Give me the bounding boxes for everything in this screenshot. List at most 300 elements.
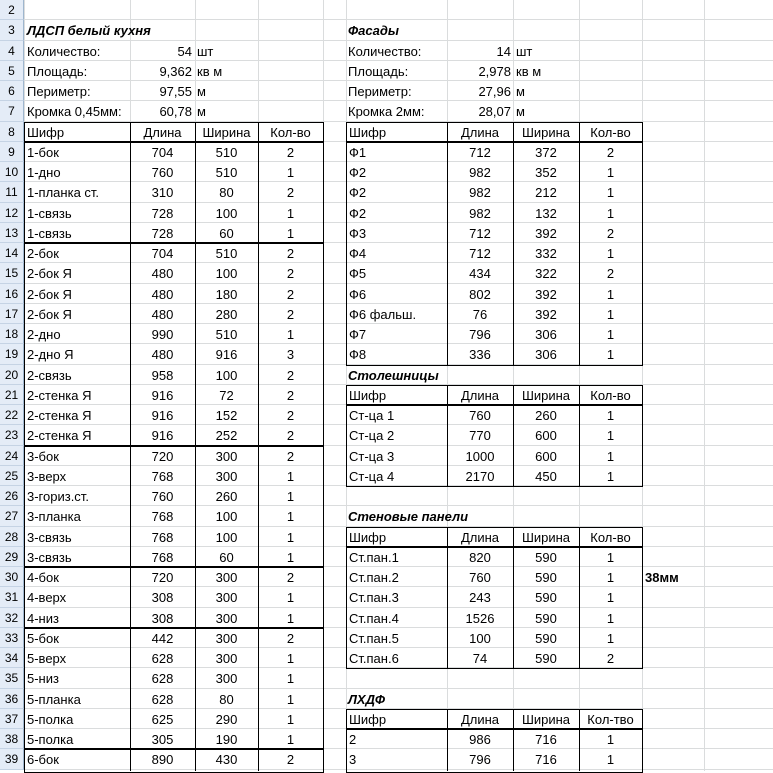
summary-unit: м	[516, 82, 576, 102]
table-cell: 1	[582, 548, 639, 568]
column-header: Длина	[450, 123, 510, 143]
table-cell: 2-бок Я	[27, 285, 127, 305]
row-header[interactable]: 36	[0, 689, 24, 709]
row-header[interactable]: 27	[0, 506, 24, 526]
row-header[interactable]: 8	[0, 122, 24, 142]
table-cell: 480	[133, 285, 192, 305]
table-cell: 100	[198, 528, 255, 548]
table-cell: 628	[133, 649, 192, 669]
table-cell: 1	[261, 730, 320, 750]
table-cell: 720	[133, 568, 192, 588]
row-header[interactable]: 18	[0, 324, 24, 344]
table-cell: 916	[198, 345, 255, 365]
table-cell: 2	[261, 750, 320, 770]
table-cell: Ф6	[349, 285, 444, 305]
table-cell: 916	[133, 406, 192, 426]
table-cell: Ф4	[349, 244, 444, 264]
table-cell: 2	[261, 143, 320, 163]
table-cell: 3-гориз.ст.	[27, 487, 127, 507]
table-cell: 728	[133, 204, 192, 224]
table-cell: 5-полка	[27, 710, 127, 730]
table-cell: 5-бок	[27, 629, 127, 649]
table-cell: 2	[261, 426, 320, 446]
table-cell: 1	[582, 285, 639, 305]
row-header[interactable]: 4	[0, 41, 24, 61]
table-cell: 3	[261, 345, 320, 365]
column-header: Длина	[450, 386, 510, 406]
summary-value: 14	[447, 42, 511, 62]
table-cell: 2	[261, 264, 320, 284]
column-header: Шифр	[349, 528, 444, 548]
table-cell: Ст.пан.5	[349, 629, 444, 649]
table-cell: 1	[261, 204, 320, 224]
table-cell: 480	[133, 305, 192, 325]
table-cell: 430	[198, 750, 255, 770]
table-cell: 2-дно Я	[27, 345, 127, 365]
summary-value: 97,55	[130, 82, 192, 102]
row-header[interactable]: 6	[0, 81, 24, 101]
table-cell: 2	[261, 406, 320, 426]
table-cell: 190	[198, 730, 255, 750]
table-cell: 768	[133, 548, 192, 568]
table-cell: 1	[582, 183, 639, 203]
table-cell: 352	[516, 163, 576, 183]
table-cell: 1	[582, 345, 639, 365]
column-header: Ширина	[516, 123, 576, 143]
table-cell: 1	[582, 426, 639, 446]
summary-unit: кв м	[197, 62, 257, 82]
table-cell: 2-стенка Я	[27, 406, 127, 426]
table-cell: 802	[450, 285, 510, 305]
column-header: Кол-во	[582, 386, 639, 406]
table-cell: 322	[516, 264, 576, 284]
row-header[interactable]: 28	[0, 527, 24, 547]
column-header: Кол-во	[582, 528, 639, 548]
row-header[interactable]: 14	[0, 243, 24, 263]
table-cell: 100	[198, 366, 255, 386]
column-header: Длина	[450, 710, 510, 730]
table-cell: 510	[198, 325, 255, 345]
table-cell: 1	[261, 690, 320, 710]
table-cell: 625	[133, 710, 192, 730]
table-cell: 1	[582, 568, 639, 588]
row-header[interactable]: 23	[0, 425, 24, 445]
table-cell: 1	[582, 447, 639, 467]
table-cell: 2	[582, 264, 639, 284]
row-header[interactable]: 29	[0, 547, 24, 567]
table-cell: 796	[450, 325, 510, 345]
table-cell: 300	[198, 669, 255, 689]
row-header[interactable]: 5	[0, 61, 24, 81]
row-header[interactable]: 31	[0, 587, 24, 607]
table-column-border	[447, 527, 448, 669]
table-cell: Ст.пан.1	[349, 548, 444, 568]
row-header[interactable]: 35	[0, 668, 24, 688]
column-header: Кол-тво	[582, 710, 639, 730]
table-cell: 2-бок Я	[27, 305, 127, 325]
table-cell: 1	[582, 163, 639, 183]
table-cell: 1	[261, 507, 320, 527]
table-cell: Ст-ца 3	[349, 447, 444, 467]
column-header: Ширина	[516, 528, 576, 548]
table-cell: 392	[516, 224, 576, 244]
table-cell: Ф5	[349, 264, 444, 284]
table-cell: 3-верх	[27, 467, 127, 487]
table-cell: Ст.пан.3	[349, 588, 444, 608]
row-header[interactable]: 11	[0, 182, 24, 202]
table-cell: 1526	[450, 609, 510, 629]
row-header[interactable]: 3	[0, 20, 24, 40]
summary-label: Кромка 0,45мм:	[27, 102, 147, 122]
row-header[interactable]: 34	[0, 648, 24, 668]
table-cell: 2	[261, 447, 320, 467]
table-cell: 300	[198, 609, 255, 629]
table-cell: 1	[261, 163, 320, 183]
summary-value: 2,978	[447, 62, 511, 82]
table-column-border	[447, 709, 448, 771]
column-header: Ширина	[516, 386, 576, 406]
table-cell: 712	[450, 244, 510, 264]
table-cell: Ф2	[349, 163, 444, 183]
summary-unit: кв м	[516, 62, 576, 82]
table-cell: 152	[198, 406, 255, 426]
table-cell: 958	[133, 366, 192, 386]
table-cell: 74	[450, 649, 510, 669]
table-cell: 76	[450, 305, 510, 325]
table-cell: 4-низ	[27, 609, 127, 629]
table-cell: 1000	[450, 447, 510, 467]
table-cell: 2-бок Я	[27, 264, 127, 284]
row-header[interactable]: 20	[0, 365, 24, 385]
table-cell: 80	[198, 690, 255, 710]
row-header[interactable]: 13	[0, 223, 24, 243]
table-cell: 712	[450, 224, 510, 244]
table-cell: Ст-ца 4	[349, 467, 444, 487]
row-header[interactable]: 12	[0, 203, 24, 223]
row-header[interactable]: 16	[0, 284, 24, 304]
table-cell: 1	[582, 730, 639, 750]
row-header[interactable]: 7	[0, 101, 24, 121]
row-header[interactable]: 19	[0, 344, 24, 364]
table-cell: 916	[133, 386, 192, 406]
row-header[interactable]: 24	[0, 446, 24, 466]
table-cell: 100	[198, 204, 255, 224]
table-cell: 760	[450, 568, 510, 588]
table-cell: 72	[198, 386, 255, 406]
table-cell: 1-дно	[27, 163, 127, 183]
table-cell: 2-бок	[27, 244, 127, 264]
summary-unit: шт	[197, 42, 257, 62]
table-cell: 80	[198, 183, 255, 203]
table-column-border	[513, 385, 514, 486]
table-cell: 712	[450, 143, 510, 163]
table-cell: 260	[516, 406, 576, 426]
table-cell: 290	[198, 710, 255, 730]
section-title: Столешницы	[348, 366, 548, 386]
table-cell: 306	[516, 345, 576, 365]
table-cell: 2170	[450, 467, 510, 487]
table-cell: 300	[198, 447, 255, 467]
table-cell: Ф6 фальш.	[349, 305, 444, 325]
table-cell: 300	[198, 568, 255, 588]
column-header: Длина	[133, 123, 192, 143]
table-cell: 600	[516, 447, 576, 467]
row-header[interactable]: 32	[0, 608, 24, 628]
column-header: Кол-во	[582, 123, 639, 143]
table-cell: 300	[198, 649, 255, 669]
section-title: Стеновые панели	[348, 507, 548, 527]
summary-value: 60,78	[130, 102, 192, 122]
table-cell: 990	[133, 325, 192, 345]
table-cell: 768	[133, 467, 192, 487]
table-column-border	[447, 122, 448, 365]
table-column-border	[513, 527, 514, 669]
table-cell: 2	[582, 143, 639, 163]
row-header[interactable]: 33	[0, 628, 24, 648]
summary-value: 27,96	[447, 82, 511, 102]
table-cell: Ст-ца 1	[349, 406, 444, 426]
table-cell: 796	[450, 750, 510, 770]
table-cell: 982	[450, 183, 510, 203]
table-cell: 3-связь	[27, 528, 127, 548]
table-cell: 306	[516, 325, 576, 345]
table-column-border	[579, 122, 580, 365]
table-column-border	[447, 385, 448, 486]
row-header[interactable]: 17	[0, 304, 24, 324]
summary-unit: м	[197, 102, 257, 122]
row-header[interactable]: 22	[0, 405, 24, 425]
table-cell: 590	[516, 629, 576, 649]
table-cell: 450	[516, 467, 576, 487]
table-cell: Ф2	[349, 204, 444, 224]
table-cell: 770	[450, 426, 510, 446]
table-cell: 392	[516, 305, 576, 325]
table-cell: 760	[450, 406, 510, 426]
summary-label: Количество:	[27, 42, 147, 62]
table-cell: 2	[261, 244, 320, 264]
note-38mm: 38мм	[645, 568, 705, 588]
table-cell: 1	[261, 548, 320, 568]
row-header[interactable]: 37	[0, 709, 24, 729]
table-cell: Ст.пан.4	[349, 609, 444, 629]
table-cell: 336	[450, 345, 510, 365]
table-cell: 704	[133, 244, 192, 264]
table-column-border	[579, 385, 580, 486]
table-column-border	[513, 709, 514, 771]
table-cell: 590	[516, 609, 576, 629]
summary-label: Количество:	[348, 42, 468, 62]
table-cell: 1	[582, 204, 639, 224]
table-cell: 1-связь	[27, 224, 127, 244]
table-cell: 1-бок	[27, 143, 127, 163]
row-header[interactable]: 25	[0, 466, 24, 486]
table-cell: 5-низ	[27, 669, 127, 689]
column-header: Шифр	[349, 710, 444, 730]
row-header[interactable]: 21	[0, 385, 24, 405]
row-header[interactable]: 10	[0, 162, 24, 182]
table-column-border	[579, 527, 580, 669]
table-cell: 100	[198, 507, 255, 527]
table-cell: 480	[133, 264, 192, 284]
table-cell: 1	[582, 305, 639, 325]
table-cell: 2	[261, 366, 320, 386]
table-cell: 716	[516, 750, 576, 770]
table-cell: 720	[133, 447, 192, 467]
table-cell: 628	[133, 669, 192, 689]
table-cell: 768	[133, 528, 192, 548]
table-cell: 890	[133, 750, 192, 770]
table-cell: 2	[261, 183, 320, 203]
table-cell: 5-планка	[27, 690, 127, 710]
table-cell: 600	[516, 426, 576, 446]
table-cell: 2	[261, 568, 320, 588]
table-cell: 2	[261, 305, 320, 325]
table-cell: Ст.пан.2	[349, 568, 444, 588]
table-cell: 100	[198, 264, 255, 284]
section-title: Фасады	[348, 21, 548, 41]
table-cell: 2	[261, 386, 320, 406]
table-cell: 132	[516, 204, 576, 224]
table-cell: Ст.пан.6	[349, 649, 444, 669]
table-cell: 332	[516, 244, 576, 264]
column-header: Шифр	[349, 386, 444, 406]
table-cell: 1	[582, 750, 639, 770]
row-header[interactable]: 30	[0, 567, 24, 587]
gridline	[704, 0, 705, 771]
table-cell: 300	[198, 629, 255, 649]
table-cell: 1	[261, 224, 320, 244]
row-header[interactable]: 26	[0, 486, 24, 506]
table-cell: 628	[133, 690, 192, 710]
table-cell: 1	[582, 244, 639, 264]
table-cell: 434	[450, 264, 510, 284]
summary-unit: шт	[516, 42, 576, 62]
summary-value: 54	[130, 42, 192, 62]
table-cell: 1	[261, 467, 320, 487]
table-cell: Ф7	[349, 325, 444, 345]
table-cell: 760	[133, 487, 192, 507]
summary-unit: м	[516, 102, 576, 122]
column-header: Ширина	[198, 123, 255, 143]
table-cell: 768	[133, 507, 192, 527]
section-title: ЛДСП белый кухня	[27, 21, 227, 41]
section-title: ЛХДФ	[348, 690, 548, 710]
table-cell: 308	[133, 588, 192, 608]
summary-label: Периметр:	[348, 82, 468, 102]
table-cell: 1	[582, 406, 639, 426]
table-cell: Ф8	[349, 345, 444, 365]
table-cell: 590	[516, 649, 576, 669]
row-header[interactable]: 2	[0, 0, 24, 20]
table-cell: 1	[582, 325, 639, 345]
summary-label: Периметр:	[27, 82, 147, 102]
table-cell: 510	[198, 143, 255, 163]
table-cell: 310	[133, 183, 192, 203]
table-cell: 1	[261, 588, 320, 608]
table-cell: 4-верх	[27, 588, 127, 608]
table-cell: 260	[198, 487, 255, 507]
table-cell: 4-бок	[27, 568, 127, 588]
column-header: Шифр	[349, 123, 444, 143]
table-cell: 1	[261, 669, 320, 689]
table-cell: 2	[349, 730, 444, 750]
table-cell: 2-связь	[27, 366, 127, 386]
table-cell: 2-дно	[27, 325, 127, 345]
table-cell: 1	[261, 325, 320, 345]
table-cell: 5-верх	[27, 649, 127, 669]
table-cell: 820	[450, 548, 510, 568]
table-cell: Ф2	[349, 183, 444, 203]
table-cell: 60	[198, 548, 255, 568]
table-cell: 2-стенка Я	[27, 426, 127, 446]
table-cell: 2	[582, 649, 639, 669]
column-header: Длина	[450, 528, 510, 548]
table-cell: 982	[450, 204, 510, 224]
table-cell: 1	[261, 528, 320, 548]
table-cell: 2	[261, 629, 320, 649]
row-header[interactable]: 38	[0, 729, 24, 749]
gridline	[24, 19, 773, 20]
table-cell: 60	[198, 224, 255, 244]
table-cell: 986	[450, 730, 510, 750]
table-column-border	[513, 122, 514, 365]
table-cell: 2-стенка Я	[27, 386, 127, 406]
table-cell: 300	[198, 467, 255, 487]
table-cell: 3-связь	[27, 548, 127, 568]
column-header: Кол-во	[261, 123, 320, 143]
table-cell: 728	[133, 224, 192, 244]
table-cell: 1	[261, 649, 320, 669]
table-cell: 716	[516, 730, 576, 750]
column-header: Ширина	[516, 710, 576, 730]
table-cell: 6-бок	[27, 750, 127, 770]
table-cell: 590	[516, 548, 576, 568]
table-cell: 3-бок	[27, 447, 127, 467]
summary-label: Площадь:	[27, 62, 147, 82]
row-header[interactable]: 39	[0, 749, 24, 769]
table-cell: 5-полка	[27, 730, 127, 750]
table-cell: 1	[261, 710, 320, 730]
table-cell: 1	[582, 588, 639, 608]
table-cell: 2	[582, 224, 639, 244]
summary-unit: м	[197, 82, 257, 102]
column-header: Шифр	[27, 123, 127, 143]
summary-value: 28,07	[447, 102, 511, 122]
table-cell: 480	[133, 345, 192, 365]
table-cell: 212	[516, 183, 576, 203]
summary-label: Площадь:	[348, 62, 468, 82]
row-header[interactable]: 9	[0, 142, 24, 162]
row-header[interactable]: 15	[0, 263, 24, 283]
table-cell: 372	[516, 143, 576, 163]
summary-value: 9,362	[130, 62, 192, 82]
table-cell: 1	[582, 609, 639, 629]
table-cell: 252	[198, 426, 255, 446]
table-cell: 1	[582, 629, 639, 649]
summary-label: Кромка 2мм:	[348, 102, 468, 122]
table-cell: 280	[198, 305, 255, 325]
table-cell: 392	[516, 285, 576, 305]
table-cell: Ст-ца 2	[349, 426, 444, 446]
table-cell: 308	[133, 609, 192, 629]
table-cell: 510	[198, 163, 255, 183]
table-column-border	[579, 709, 580, 771]
table-cell: 100	[450, 629, 510, 649]
table-cell: 590	[516, 588, 576, 608]
table-cell: 300	[198, 588, 255, 608]
table-cell: 704	[133, 143, 192, 163]
table-cell: Ф3	[349, 224, 444, 244]
